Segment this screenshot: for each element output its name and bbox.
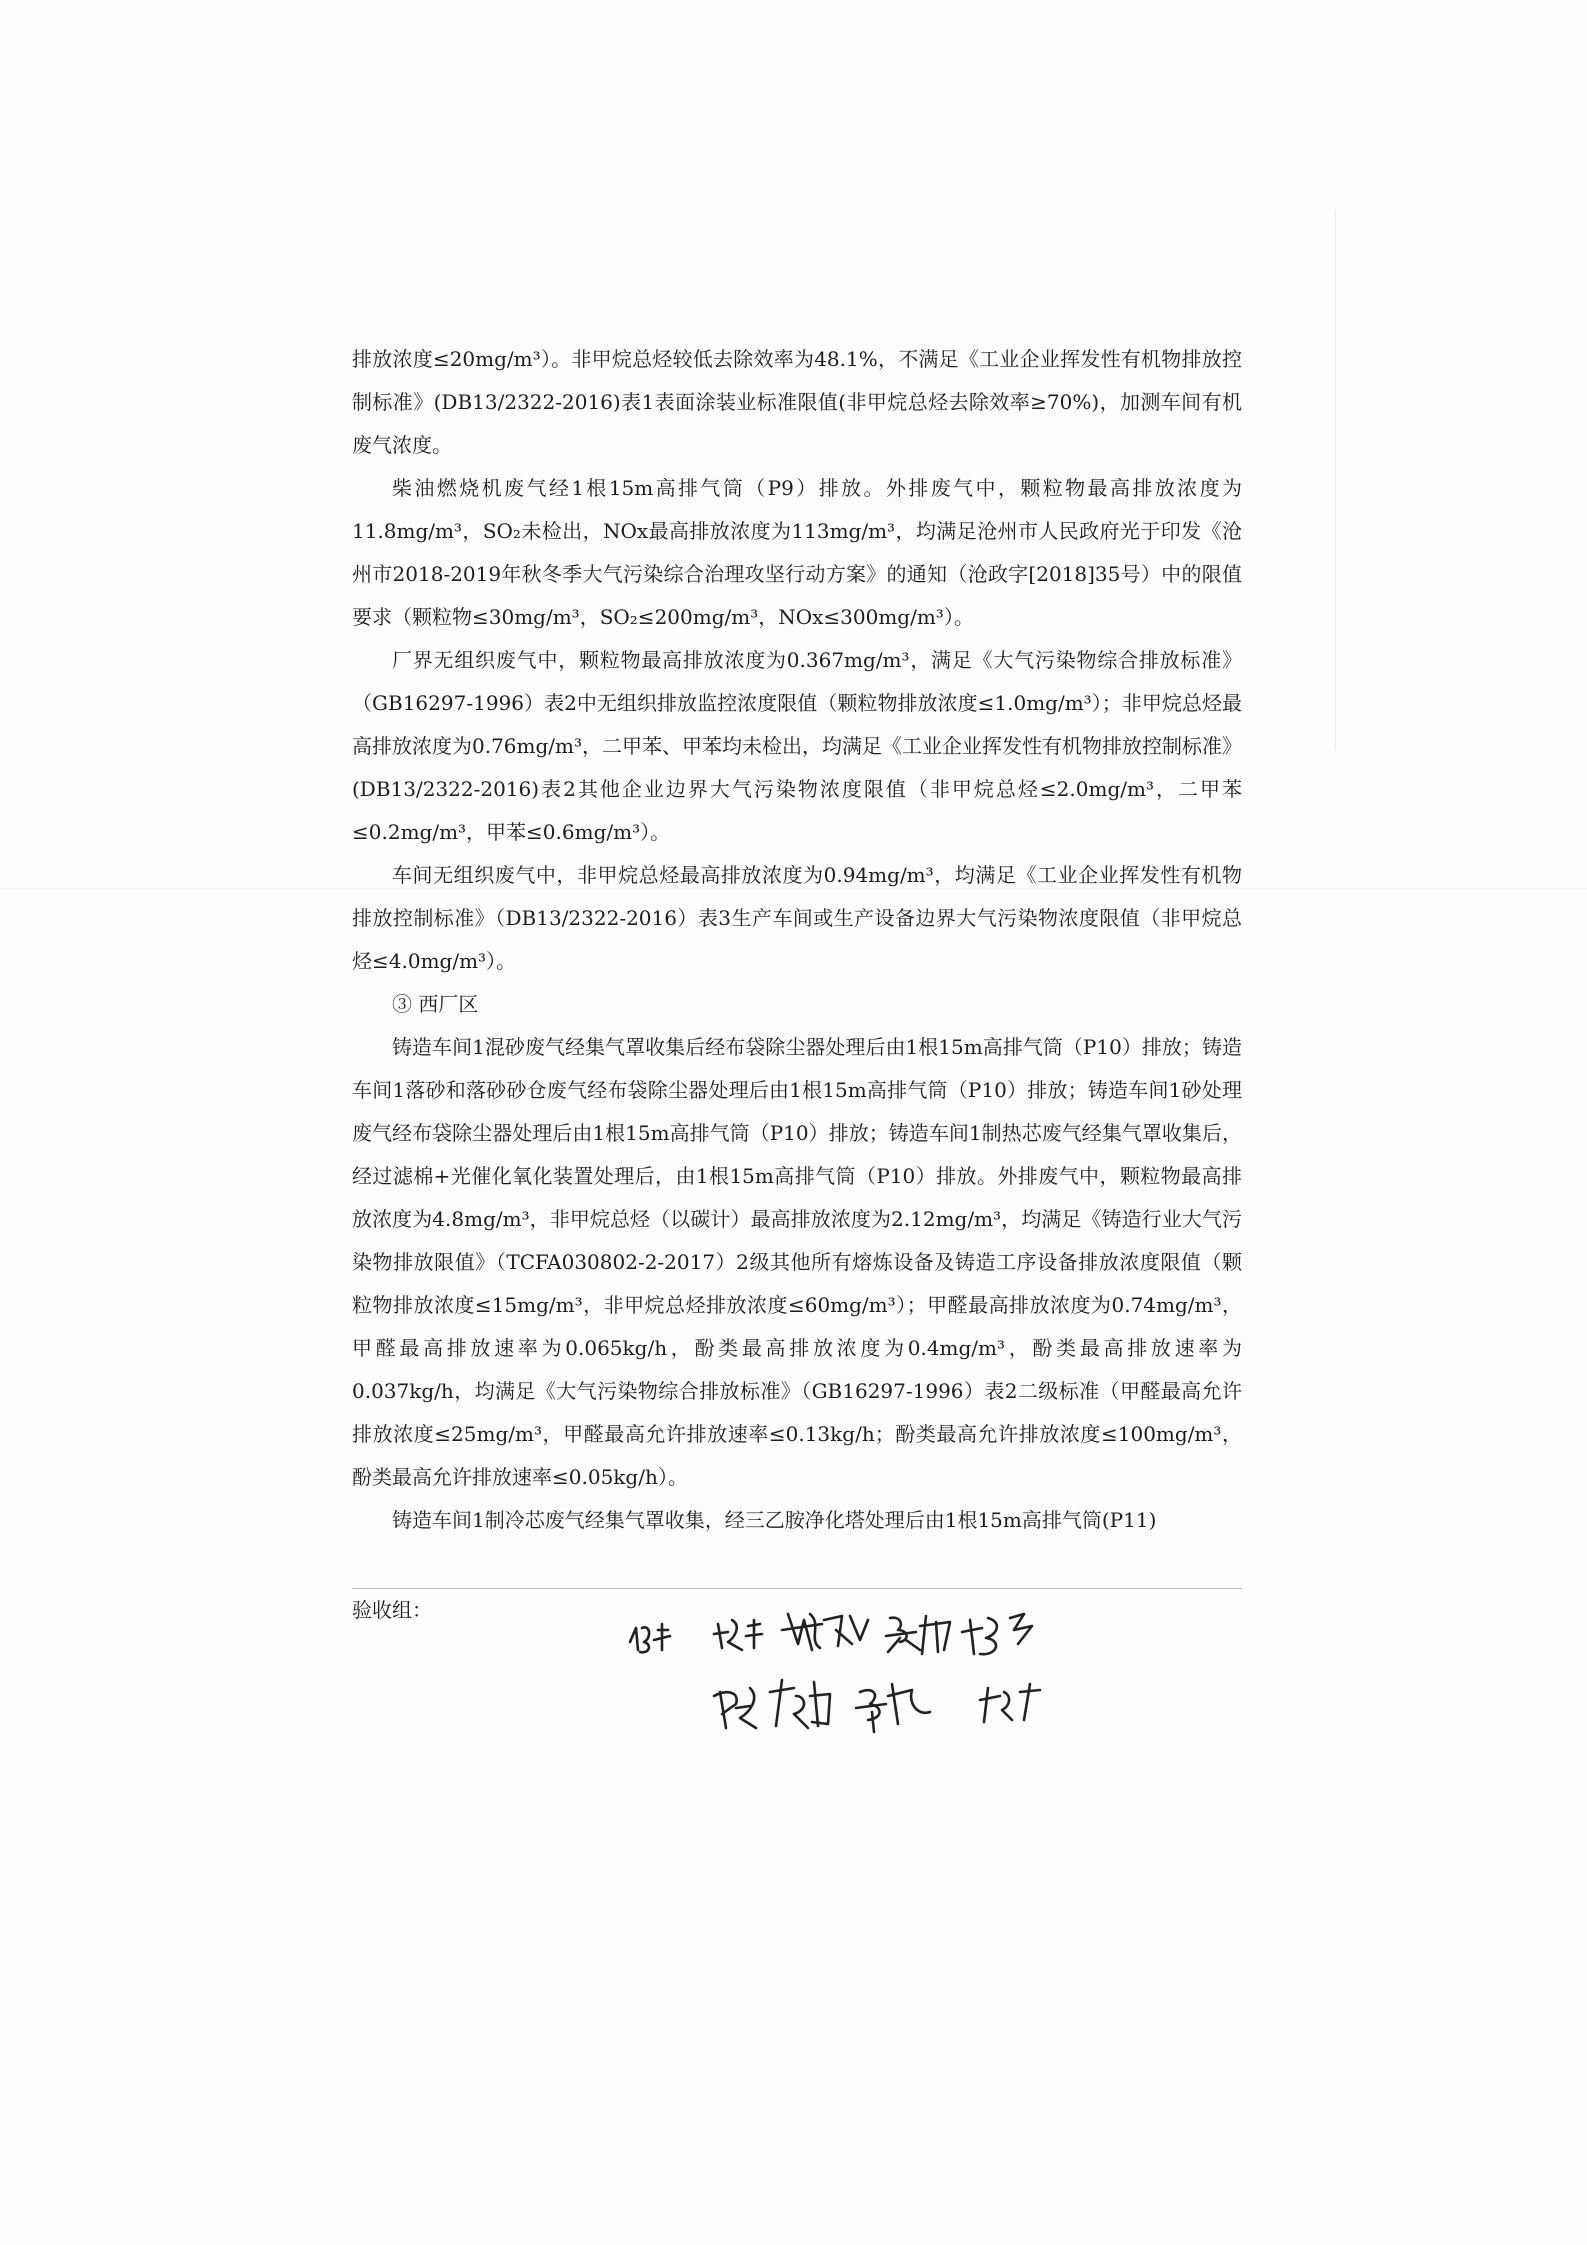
signature-1 [630, 1624, 670, 1652]
section-heading-west-plant: ③ 西厂区 [392, 992, 479, 1016]
paragraph-1: 排放浓度≤20mg/m³）。非甲烷总烃较低去除效率为48.1%，不满足《工业企业挥发性有机物排放控制标准》(DB13/2322-2016)表1表面涂装业标准限值(非甲烷总烃去除效率≥70%)，加测车间有机废气浓度。 [352, 347, 1242, 457]
signature-7 [770, 1680, 830, 1728]
handwritten-signatures [610, 1600, 1250, 1750]
section-paragraph-1: 铸造车间1混砂废气经集气罩收集后经布袋除尘器处理后由1根15m高排气筒（P10）排放；铸造车间1落砂和落砂砂仓废气经布袋除尘器处理后由1根15m高排气筒（P10）排放；铸造车间1砂处理废气经布袋除尘器处理后由1根15m高排气筒（P10）排放；铸造车间1制热芯废气经集气罩收集后，经过滤棉+光催化氧化装置处理后，由1根15m高排气筒（P10）排放。外排废气中，颗粒物最高排放浓度为4.8mg/m³，非甲烷总烃（以碳计）最高排放浓度为2.12mg/m³，均满足《铸造行业大气污染物排放限值》（TCFA030802-2-2017）2级其他所有熔炼设备及铸造工序设备排放浓度限值（颗粒物排放浓度≤15mg/m³，非甲烷总烃排放浓度≤60mg/m³）；甲醛最高排放浓度为0.74mg/m³，甲醛最高排放速率为0.065kg/h，酚类最高排放浓度为0.4mg/m³，酚类最高排放速率为0.037kg/h，均满足《大气污染物综合排放标准》（GB16297-1996）表2二级标准（甲醛最高允许排放浓度≤25mg/m³，甲醛最高允许排放速率≤0.13kg/h；酚类最高允许排放浓度≤100mg/m³，酚类最高允许排放速率≤0.05kg/h）。 [352, 1035, 1242, 1489]
paragraph-3: 厂界无组织废气中，颗粒物最高排放浓度为0.367mg/m³，满足《大气污染物综合排放标准》（GB16297-1996）表2中无组织排放监控浓度限值（颗粒物排放浓度≤1.0mg/m³）；非甲烷总烃最高排放浓度为0.76mg/m³，二甲苯、甲苯均未检出，均满足《工业企业挥发性有机物排放控制标准》(DB13/2322-2016)表2其他企业边界大气污染物浓度限值（非甲烷总烃≤2.0mg/m³，二甲苯≤0.2mg/m³，甲苯≤0.6mg/m³）。 [352, 648, 1243, 844]
signature-3 [782, 1614, 868, 1650]
signature-8 [856, 1684, 930, 1732]
paragraph-2: 柴油燃烧机废气经1根15m高排气筒（P9）排放。外排废气中，颗粒物最高排放浓度为11.8mg/m³，SO₂未检出，NOx最高排放浓度为113mg/m³，均满足沧州市人民政府光于印发《沧州市2018-2019年秋冬季大气污染综合治理攻坚行动方案》的通知（沧政字[2018]35号）中的限值要求（颗粒物≤30mg/m³，SO₂≤200mg/m³，NOx≤300mg/m³）。 [352, 476, 1242, 629]
section-paragraph-2: 铸造车间1制冷芯废气经集气罩收集，经三乙胺净化塔处理后由1根15m高排气筒(P11) [392, 1508, 1157, 1532]
document-body [352, 338, 1242, 1542]
paragraph-4: 车间无组织废气中，非甲烷总烃最高排放浓度为0.94mg/m³，均满足《工业企业挥发性有机物排放控制标准》（DB13/2322-2016）表3生产车间或生产设备边界大气污染物浓度限值（非甲烷总烃≤4.0mg/m³）。 [352, 863, 1242, 973]
signature-6 [714, 1688, 756, 1728]
signature-9 [980, 1684, 1040, 1722]
signature-2 [714, 1620, 762, 1650]
signature-5 [962, 1614, 1032, 1654]
acceptance-group-label: 验收组： [352, 1598, 432, 1622]
footer-divider [352, 1588, 1242, 1589]
signature-scribbles [610, 1600, 1250, 1750]
signature-4 [886, 1616, 950, 1654]
scan-edge-mark [1335, 210, 1336, 750]
